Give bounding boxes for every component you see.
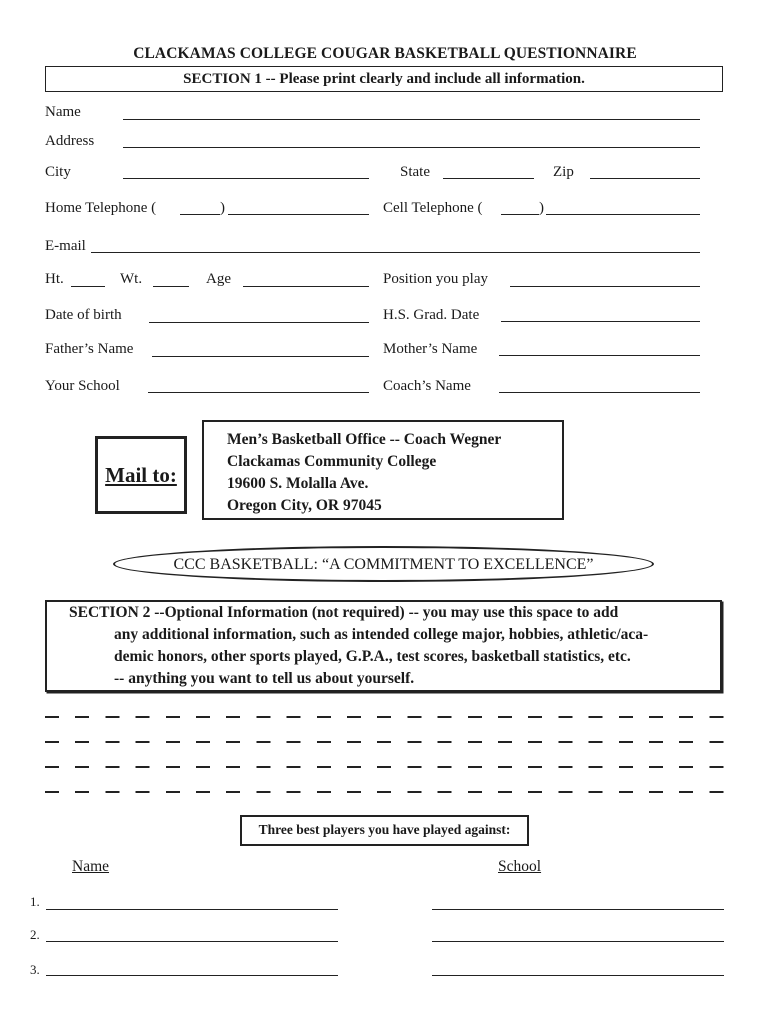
section2-line: any additional information, such as intended college major, hobbies, athletic/aca- bbox=[114, 626, 649, 643]
weight-field[interactable] bbox=[153, 286, 189, 287]
home-phone-paren: ) bbox=[220, 200, 225, 216]
player-name-field[interactable] bbox=[46, 941, 338, 942]
address-line: Oregon City, OR 97045 bbox=[227, 497, 382, 514]
section2-line: -- anything you want to tell us about yourself. bbox=[114, 670, 415, 687]
writing-line[interactable] bbox=[45, 766, 725, 768]
row-number: 1. bbox=[30, 894, 40, 909]
father-field[interactable] bbox=[152, 356, 369, 357]
age-field[interactable] bbox=[243, 286, 369, 287]
age-label: Age bbox=[206, 271, 231, 287]
height-label: Ht. bbox=[45, 271, 64, 287]
home-phone-field[interactable] bbox=[228, 214, 369, 215]
writing-line[interactable] bbox=[45, 741, 725, 743]
name-label: Name bbox=[45, 104, 81, 120]
father-label: Father’s Name bbox=[45, 341, 134, 357]
row-number: 2. bbox=[30, 927, 40, 942]
school-column-header: School bbox=[498, 858, 542, 875]
position-label: Position you play bbox=[383, 271, 489, 287]
section2-box bbox=[45, 600, 722, 692]
mother-label: Mother’s Name bbox=[383, 341, 478, 357]
best-players-heading: Three best players you have played against: bbox=[240, 815, 529, 846]
address-line: Clackamas Community College bbox=[227, 453, 437, 470]
player-name-field[interactable] bbox=[46, 975, 338, 976]
weight-label: Wt. bbox=[120, 271, 143, 287]
mother-field[interactable] bbox=[499, 355, 700, 356]
section1-heading: SECTION 1 -- Please print clearly and include all information. bbox=[45, 66, 723, 92]
cell-phone-area-field[interactable] bbox=[501, 214, 539, 215]
city-field[interactable] bbox=[123, 178, 369, 179]
section2-line: demic honors, other sports played, G.P.A., test scores, basketball statistics, etc. bbox=[114, 648, 631, 665]
row-number: 3. bbox=[30, 962, 40, 977]
address-line: 19600 S. Molalla Ave. bbox=[227, 475, 369, 492]
writing-line[interactable] bbox=[45, 791, 725, 793]
grad-date-field[interactable] bbox=[501, 321, 700, 322]
mailing-address-box bbox=[202, 420, 564, 520]
position-field[interactable] bbox=[510, 286, 700, 287]
home-phone-area-field[interactable] bbox=[180, 214, 220, 215]
zip-field[interactable] bbox=[590, 178, 700, 179]
home-phone-label: Home Telephone ( bbox=[45, 200, 157, 216]
address-line: Men’s Basketball Office -- Coach Wegner bbox=[227, 431, 502, 448]
cell-phone-paren: ) bbox=[539, 200, 544, 216]
address-field[interactable] bbox=[123, 147, 700, 148]
coach-field[interactable] bbox=[499, 392, 700, 393]
dob-label: Date of birth bbox=[45, 307, 122, 323]
school-label: Your School bbox=[45, 378, 120, 394]
player-school-field[interactable] bbox=[432, 941, 724, 942]
name-column-header: Name bbox=[72, 858, 110, 875]
player-name-field[interactable] bbox=[46, 909, 338, 910]
address-label: Address bbox=[45, 133, 95, 149]
coach-label: Coach’s Name bbox=[383, 378, 471, 394]
school-field[interactable] bbox=[148, 392, 369, 393]
mail-to-box bbox=[95, 436, 187, 514]
player-school-field[interactable] bbox=[432, 909, 724, 910]
player-school-field[interactable] bbox=[432, 975, 724, 976]
motto-oval: CCC BASKETBALL: “A COMMITMENT TO EXCELLENCE” bbox=[113, 546, 654, 582]
email-label: E-mail bbox=[45, 238, 86, 254]
grad-date-label: H.S. Grad. Date bbox=[383, 307, 480, 323]
form-title: CLACKAMAS COLLEGE COUGAR BASKETBALL QUESTIONNAIRE bbox=[133, 45, 637, 62]
city-label: City bbox=[45, 164, 71, 180]
height-field[interactable] bbox=[71, 286, 105, 287]
name-field[interactable] bbox=[123, 119, 700, 120]
mail-to-label: Mail to: bbox=[105, 462, 177, 487]
state-label: State bbox=[400, 164, 430, 180]
dob-field[interactable] bbox=[149, 322, 369, 323]
section2-line: SECTION 2 --Optional Information (not required) -- you may use this space to add bbox=[69, 604, 619, 621]
email-field[interactable] bbox=[91, 252, 700, 253]
cell-phone-label: Cell Telephone ( bbox=[383, 200, 483, 216]
zip-label: Zip bbox=[553, 164, 574, 180]
writing-line[interactable] bbox=[45, 716, 725, 718]
state-field[interactable] bbox=[443, 178, 534, 179]
cell-phone-field[interactable] bbox=[546, 214, 700, 215]
